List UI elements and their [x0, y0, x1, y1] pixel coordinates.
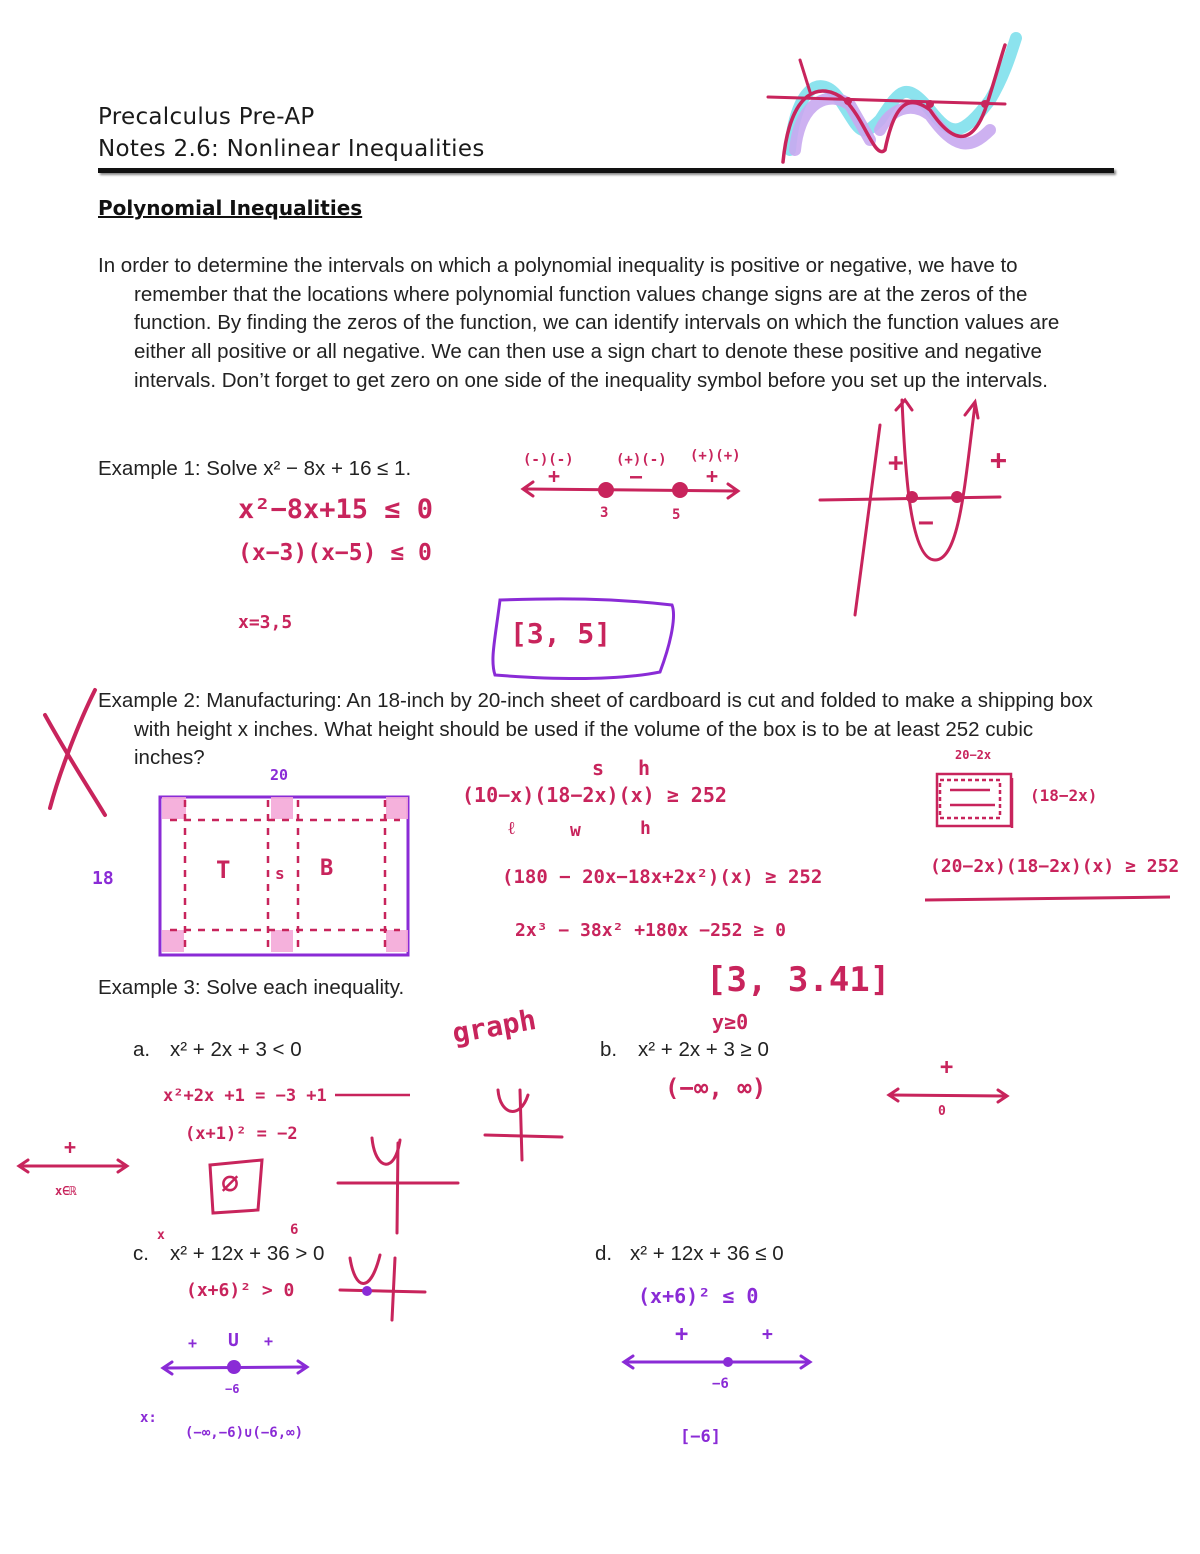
example1-sign-1: +: [548, 464, 561, 488]
example3-prompt: Example 3: Solve each inequality.: [98, 976, 405, 999]
example3a-number-line: [19, 1160, 127, 1172]
example3d-number-line: [624, 1356, 810, 1368]
example2-work-line3: 2x³ − 38x² +180x −252 ≥ 0: [515, 920, 786, 941]
example3d-point: −6: [712, 1376, 729, 1392]
example1-sign-2: —: [630, 464, 643, 488]
example2-work-line2: (180 − 20x−18x+2x²)(x) ≥ 252: [502, 866, 823, 888]
example2-side-dim: 18: [92, 868, 114, 889]
example3a-work-line2: (x+1)² = −2: [185, 1124, 298, 1144]
example1-graph-sign-2: −: [918, 508, 934, 538]
example3c-mark-6: 6: [290, 1222, 299, 1238]
example3d-label: d.: [595, 1242, 613, 1265]
notes-title: Notes 2.6: Nonlinear Inequalities: [98, 136, 485, 162]
example3c-answer: (−∞,−6)∪(−6,∞): [185, 1425, 304, 1441]
example2-top-dim: 20: [270, 766, 289, 784]
example3a-expr: x² + 2x + 3 < 0: [170, 1038, 302, 1061]
example3c-label: c.: [133, 1242, 149, 1265]
example3a-work-line1: x²+2x +1 = −3 +1: [163, 1086, 327, 1106]
example1-work-line1: x²−8x+15 ≤ 0: [238, 494, 434, 525]
example1-work-line2: (x−3)(x−5) ≤ 0: [238, 540, 432, 566]
example2-answer: [3, 3.41]: [706, 960, 891, 1000]
example3b-number-line: [889, 1089, 1007, 1102]
example3a-sign: +: [64, 1135, 77, 1159]
box-sketch: [937, 774, 1012, 828]
example1-sign-3: +: [706, 464, 719, 488]
example3b-work: y≥0: [712, 1010, 749, 1034]
example1-answer: [3, 5]: [510, 617, 612, 650]
example1-parabola-graph: [820, 400, 1000, 615]
example3c-sign-1: +: [188, 1334, 198, 1352]
example1-point-5: [672, 482, 688, 498]
example3c-sign-2: U: [228, 1330, 239, 1351]
example3b-point: 0: [938, 1104, 946, 1119]
example1-point-label-3: 3: [600, 505, 609, 521]
example3a-label: a.: [133, 1038, 151, 1061]
example1-point-label-5: 5: [672, 507, 681, 523]
example1-prompt: Example 1: Solve x² − 8x + 16 ≤ 1.: [98, 457, 412, 480]
example2-label-h: h: [640, 818, 651, 839]
example3b-label: b.: [600, 1038, 618, 1061]
example3d-sign-1: +: [675, 1322, 689, 1347]
example1-point-3: [598, 482, 614, 498]
example3b-expr: x² + 2x + 3 ≥ 0: [638, 1038, 769, 1061]
example3d-expr: x² + 12x + 36 ≤ 0: [630, 1242, 784, 1265]
example2-label-w: w: [570, 820, 581, 841]
example2-box-top-label: 20−2x: [955, 748, 992, 762]
example1-sign-label-2: (+)(-): [616, 452, 667, 468]
example3c-point: −6: [225, 1382, 240, 1396]
example2-underline: [925, 897, 1170, 900]
example3c-expr: x² + 12x + 36 > 0: [170, 1242, 325, 1265]
intro-paragraph-text: In order to determine the intervals on which a polynomial inequality is positive or negative, we have to remember that the locations where polynomial function values change signs are at the zeros of the function. By finding the zeros of the function, we can identify intervals on which the function values are either all positive or all negative. We can then use a sign chart to denote these positive and negative intervals. Don’t forget to get zero on one side of the inequality symbol before you set up the intervals.: [98, 254, 1060, 392]
x-mark: [45, 690, 105, 815]
example2-work-line4: (20−2x)(18−2x)(x) ≥ 252: [930, 856, 1180, 877]
example3c-work: (x+6)² > 0: [186, 1280, 295, 1301]
example1-sign-label-3: (+)(+): [690, 448, 741, 464]
example2-diagram-t: T: [216, 856, 231, 884]
example3c-graph: [340, 1255, 425, 1320]
example3a-graph: [338, 1138, 458, 1233]
example3d-answer: [−6]: [680, 1427, 721, 1447]
course-title: Precalculus Pre-AP: [98, 104, 315, 130]
example3b-graph: [485, 1090, 562, 1160]
example2-side-label: (18−2x): [1030, 786, 1098, 805]
example1-graph-sign-1: +: [888, 448, 904, 478]
example2-prompt-text: Example 2: Manufacturing: An 18-inch by 20-inch sheet of cardboard is cut and folded to make a shipping box with height x inches. What height should be used if the volume of the box is to be at least 252 cubic inches?: [98, 689, 1093, 770]
example1-work-line3: x=3,5: [238, 612, 293, 633]
example3d-sign-2: +: [762, 1324, 773, 1345]
section-heading: Polynomial Inequalities: [98, 196, 363, 220]
example3a-note: x∈ℝ: [55, 1184, 77, 1198]
example3b-answer: (−∞, ∞): [665, 1074, 767, 1102]
example2-label-s: s: [592, 756, 605, 780]
example3d-work: (x+6)² ≤ 0: [638, 1284, 759, 1308]
example2-diagram-s: s: [275, 864, 285, 883]
example2-diagram-b: B: [320, 856, 334, 881]
example2-work-line1: (10−x)(18−2x)(x) ≥ 252: [462, 783, 727, 807]
intro-paragraph: [98, 252, 1108, 396]
example3a-answer: ∅: [221, 1166, 240, 1201]
example3c-sign-3: +: [264, 1332, 274, 1350]
example2-label-h-top: h: [638, 756, 651, 780]
example1-sign-label-1: (-)(-): [523, 452, 574, 468]
example3b-sign: +: [940, 1055, 954, 1080]
logo-drawing: [768, 38, 1016, 162]
example3c-mark-x: x: [157, 1228, 165, 1243]
example1-graph-sign-3: +: [990, 443, 1007, 476]
example3c-note: x:: [140, 1410, 157, 1426]
example3-graph-note: graph: [449, 1002, 539, 1051]
example2-label-l: ℓ: [508, 818, 515, 839]
